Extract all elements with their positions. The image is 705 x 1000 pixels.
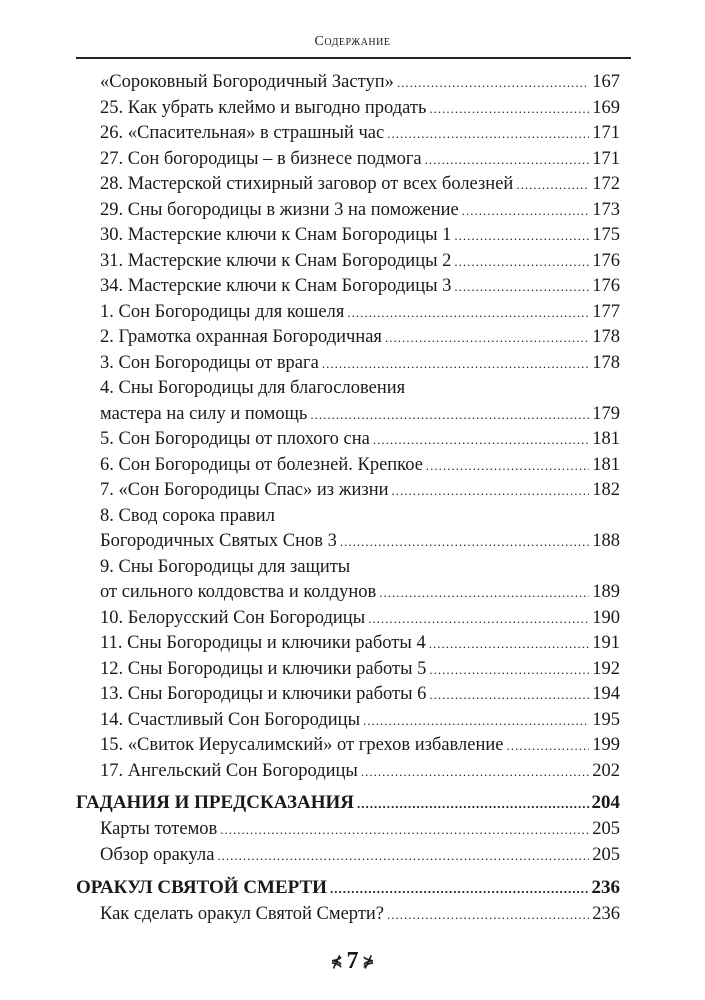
- entry-title: Как сделать оракул Святой Смерти?: [100, 904, 385, 924]
- entry-title: 13. Сны Богородицы и ключики работы 6: [100, 684, 427, 704]
- toc-entry[interactable]: [100, 174, 620, 200]
- entry-title: 31. Мастерские ключи к Снам Богородицы 2: [100, 250, 452, 271]
- entry-page: 236: [591, 877, 620, 898]
- entry-title: 28. Мастерской стихирный заговор от всех болезней: [100, 174, 514, 194]
- dot-leader: [357, 792, 589, 814]
- entry-title: 1. Сон Богородицы для кошеля: [100, 301, 345, 322]
- dot-leader: [429, 98, 589, 119]
- dot-leader: [387, 904, 589, 925]
- entry-title: 17. Ангельский Сон Богородицы: [100, 760, 358, 781]
- entry-page: 177: [592, 301, 620, 322]
- section-heading[interactable]: [76, 792, 620, 819]
- toc-entry[interactable]: [76, 904, 620, 930]
- entry-page: 173: [592, 199, 620, 220]
- dot-leader: [392, 480, 590, 501]
- dot-leader: [330, 877, 589, 899]
- entry-page: 194: [592, 684, 620, 704]
- dot-leader: [429, 633, 590, 654]
- entry-title: 15. «Свиток Иерусалимский» от грехов избавление: [100, 735, 504, 755]
- entry-page: 204: [591, 792, 620, 813]
- entry-title: 34. Мастерские ключи к Снам Богородицы 3: [100, 276, 452, 296]
- entry-title: 3. Сон Богородицы от врага: [100, 352, 319, 373]
- entry-page: 179: [592, 403, 620, 424]
- toc-section-oracle: [76, 877, 620, 930]
- entry-page: 172: [592, 174, 620, 194]
- entry-title: от сильного колдовства и колдунов: [100, 582, 377, 602]
- toc-entry[interactable]: [76, 845, 620, 871]
- entry-title: 7. «Сон Богородицы Спас» из жизни: [100, 480, 389, 500]
- entry-page: 167: [592, 72, 620, 92]
- entry-page: 192: [592, 658, 620, 679]
- entry-title: ГАДАНИЯ И ПРЕДСКАЗАНИЯ: [76, 792, 354, 813]
- dot-leader: [507, 735, 590, 756]
- toc-entry[interactable]: [100, 123, 620, 149]
- toc-entry[interactable]: [100, 531, 620, 557]
- entry-page: 171: [592, 123, 620, 143]
- entry-page: 181: [592, 454, 620, 475]
- dot-leader: [363, 710, 589, 731]
- entry-title: 14. Счастливый Сон Богородицы: [100, 709, 360, 730]
- entry-page: 205: [592, 844, 620, 865]
- dot-leader: [425, 149, 590, 170]
- page-number: [0, 948, 705, 975]
- entry-title: 9. Сны Богородицы для защиты: [100, 556, 351, 577]
- toc-entry[interactable]: [100, 98, 620, 124]
- entry-page: 191: [592, 633, 620, 653]
- left-ornament-icon: ⋠: [330, 954, 343, 970]
- dot-leader: [385, 327, 589, 348]
- entry-page: 178: [592, 327, 620, 347]
- entry-page: 202: [592, 760, 620, 781]
- toc-entry[interactable]: [100, 557, 620, 583]
- entry-title: мастера на силу и помощь: [100, 403, 308, 424]
- entry-title: 26. «Спасительная» в страшный час: [100, 123, 385, 143]
- dot-leader: [387, 123, 589, 144]
- toc-entry[interactable]: [100, 200, 620, 226]
- dot-leader: [373, 429, 589, 450]
- entry-title: 11. Сны Богородицы и ключики работы 4: [100, 633, 426, 653]
- entry-title: 2. Грамотка охранная Богородичная: [100, 327, 382, 347]
- entry-title: 8. Свод сорока правил: [100, 505, 275, 526]
- dot-leader: [454, 276, 589, 297]
- dot-leader: [368, 608, 589, 629]
- entry-title: 25. Как убрать клеймо и выгодно продать: [100, 97, 427, 118]
- toc-entry[interactable]: [100, 710, 620, 736]
- toc-entry[interactable]: [76, 819, 620, 845]
- dot-leader: [220, 819, 589, 840]
- entry-page: 190: [592, 607, 620, 628]
- entry-page: 195: [592, 709, 620, 730]
- entry-title: Обзор оракула: [100, 844, 215, 865]
- entry-title: Богородичных Святых Снов 3: [100, 531, 337, 551]
- toc-entry[interactable]: [100, 582, 620, 608]
- toc-entry[interactable]: [100, 455, 620, 481]
- dot-leader: [426, 455, 589, 476]
- toc-entry[interactable]: [100, 378, 620, 404]
- dot-leader: [516, 174, 589, 195]
- toc-list: [100, 72, 620, 786]
- toc-entry[interactable]: [100, 72, 620, 98]
- toc-entry[interactable]: [100, 735, 620, 761]
- entry-title: Карты тотемов: [100, 819, 218, 839]
- entry-page: 236: [592, 904, 620, 924]
- entry-page: 169: [592, 97, 620, 118]
- toc-section-divination: [76, 792, 620, 870]
- entry-title: 4. Сны Богородицы для благословения: [100, 378, 406, 398]
- entry-page: 181: [592, 429, 620, 449]
- dot-leader: [347, 302, 589, 323]
- toc-entry[interactable]: [100, 302, 620, 328]
- entry-page: 188: [592, 531, 620, 551]
- toc-entry[interactable]: [100, 404, 620, 430]
- dot-leader: [429, 659, 589, 680]
- dot-leader: [397, 72, 589, 93]
- entry-page: 189: [592, 582, 620, 602]
- dot-leader: [454, 225, 589, 246]
- dot-leader: [322, 353, 589, 374]
- toc-entry[interactable]: [100, 276, 620, 302]
- toc-entry[interactable]: [100, 353, 620, 379]
- toc-entry[interactable]: [100, 149, 620, 175]
- toc-entry[interactable]: [100, 761, 620, 787]
- toc-entry[interactable]: [100, 480, 620, 506]
- toc-entry[interactable]: [100, 684, 620, 710]
- entry-title: 30. Мастерские ключи к Снам Богородицы 1: [100, 225, 452, 245]
- toc-entry[interactable]: [100, 659, 620, 685]
- dot-leader: [462, 200, 589, 221]
- entry-page: 171: [592, 148, 620, 169]
- entry-title: 6. Сон Богородицы от болезней. Крепкое: [100, 454, 423, 475]
- toc-entry[interactable]: [100, 506, 620, 532]
- dot-leader: [429, 684, 589, 705]
- entry-title: 27. Сон богородицы – в бизнесе подмога: [100, 148, 422, 169]
- entry-page: 205: [592, 819, 620, 839]
- toc-entry[interactable]: [100, 327, 620, 353]
- entry-page: 176: [592, 250, 620, 271]
- entry-title: «Сороковный Богородичный Заступ»: [100, 72, 394, 92]
- dot-leader: [340, 531, 589, 552]
- entry-title: 29. Сны богородицы в жизни 3 на поможение: [100, 199, 459, 220]
- entry-page: 199: [592, 735, 620, 755]
- entry-page: 182: [592, 480, 620, 500]
- dot-leader: [310, 404, 589, 425]
- dot-leader: [379, 582, 589, 603]
- toc-entry[interactable]: [100, 429, 620, 455]
- dot-leader: [217, 845, 589, 866]
- toc-entry[interactable]: [100, 633, 620, 659]
- entry-title: 12. Сны Богородицы и ключики работы 5: [100, 658, 427, 679]
- right-ornament-icon: ⋡: [362, 954, 375, 970]
- entry-title: ОРАКУЛ СВЯТОЙ СМЕРТИ: [76, 877, 327, 898]
- page-number-value: 7: [346, 948, 359, 974]
- toc-entry[interactable]: [100, 225, 620, 251]
- dot-leader: [361, 761, 589, 782]
- entry-page: 175: [592, 225, 620, 245]
- entry-title: 5. Сон Богородицы от плохого сна: [100, 429, 370, 449]
- entry-page: 176: [592, 276, 620, 296]
- entry-page: 178: [592, 352, 620, 373]
- section-heading[interactable]: [76, 877, 620, 904]
- toc-entry[interactable]: [100, 608, 620, 634]
- entry-title: 10. Белорусский Сон Богородицы: [100, 607, 366, 628]
- dot-leader: [454, 251, 589, 272]
- running-header: Содержание: [314, 34, 391, 49]
- toc-entry[interactable]: [100, 251, 620, 277]
- header-rule: [76, 57, 631, 59]
